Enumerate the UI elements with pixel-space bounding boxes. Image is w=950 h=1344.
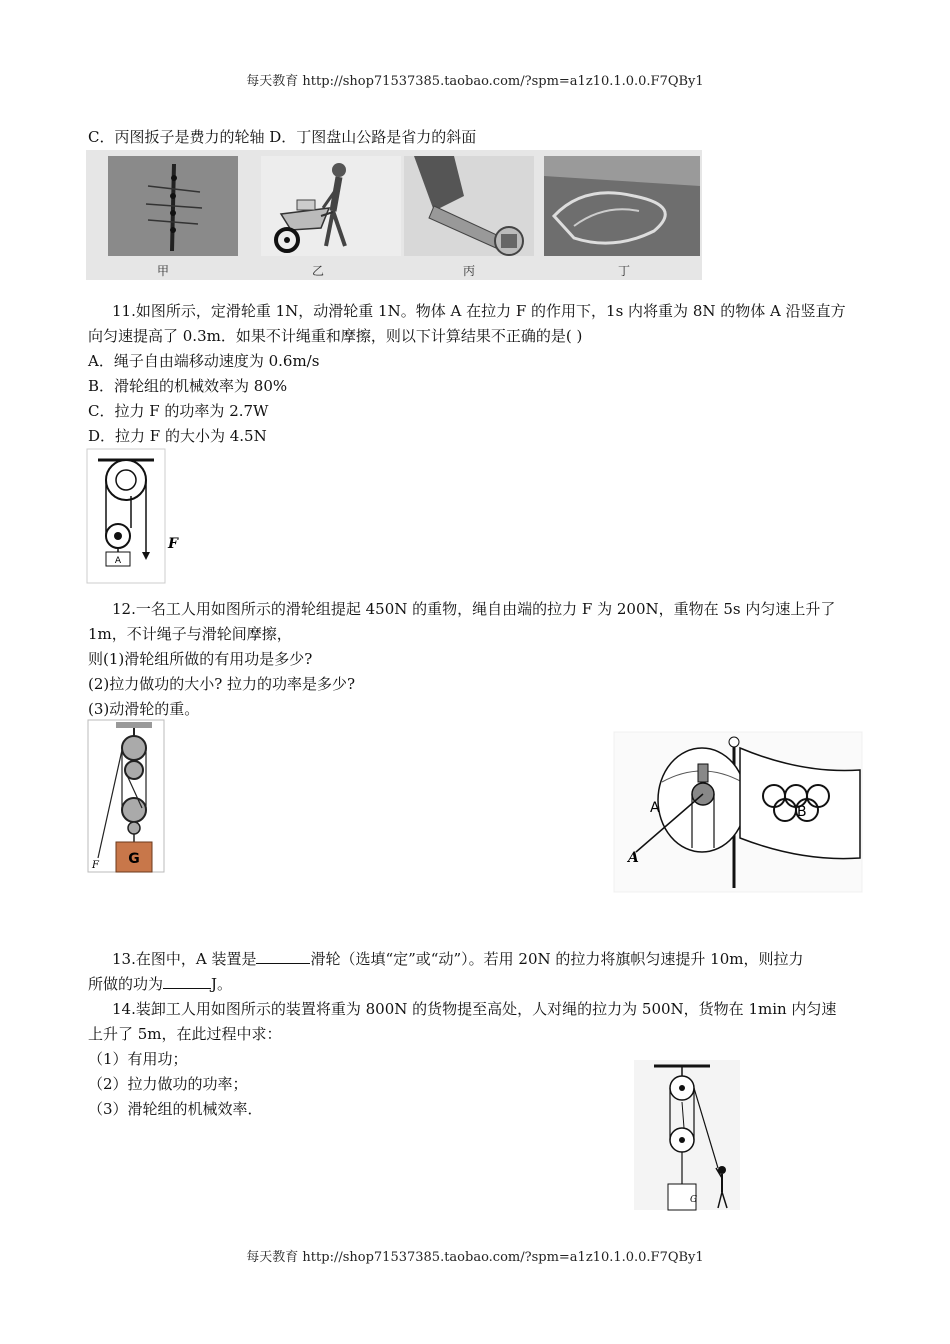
q11-option-b: B．滑轮组的机械效率为 80% [88,377,288,395]
q12-sub3: (3)动滑轮的重。 [88,700,200,718]
photo-label-jia: 甲 [156,264,169,278]
q14-stem-line2: 上升了 5m，在此过程中求： [88,1025,282,1043]
photo-label-bing: 丙 [462,264,475,278]
q13-line2 [88,973,232,995]
q11-stem-line1: 11.如图所示，定滑轮重 1N，动滑轮重 1N。物体 A 在拉力 F 的作用下，1s 内将重为 8N 的物体 A 沿竖直方 [112,302,846,320]
q12-stem-line1: 12.一名工人用如图所示的滑轮组提起 450N 的重物，绳自由端的拉力 F 为 200N，重物在 5s 内匀速上升了 [112,600,836,618]
q14-pulley-figure [632,1058,742,1212]
wheelbarrow-photo [261,156,401,256]
q11-label-f: F [168,536,178,552]
q13-line1-start: 13.在图中，A 装置是 [112,950,257,968]
q14-sub1: （1）有用功； [88,1050,188,1068]
q13-blank-work[interactable] [163,974,211,989]
q11-label-a: A [114,556,122,566]
q12-label-f: F [92,860,99,871]
q10-photo-strip [86,150,702,280]
q12-sub2: (2)拉力做功的大小? 拉力的功率是多少? [88,675,356,693]
q10-option-cd: C．丙图扳子是费力的轮轴 D．丁图盘山公路是省力的斜面 [88,128,477,146]
q11-option-a: A．绳子自由端移动速度为 0.6m/s [88,352,320,370]
page-footer: 每天教育 http://shop71537385.taobao.com/?spm=a1z10.1.0.0.F7QBy1 [246,1250,704,1265]
q12-stem-line2: 1m，不计绳子与滑轮间摩擦， [88,625,292,643]
q11-option-d: D．拉力 F 的大小为 4.5N [88,427,267,445]
wrench-photo [404,156,534,256]
q11-stem-line2: 向匀速提高了 0.3m．如果不计绳重和摩擦，则以下计算结果不正确的是( ) [88,327,583,345]
q13-blank-pulley-type[interactable] [256,949,310,964]
flag-label-a1: A [650,800,660,816]
q14-label-g: G [690,1195,698,1205]
photo-label-yi: 乙 [311,264,324,278]
page-header: 每天教育 http://shop71537385.taobao.com/?spm=a1z10.1.0.0.F7QBy1 [246,74,704,89]
q13-line2-end: J。 [211,975,233,993]
photo-label-ding: 丁 [617,264,630,278]
q12-sub1: 则(1)滑轮组所做的有用功是多少? [88,650,313,668]
flag-label-a2: A [628,850,639,866]
q14-stem-line1: 14.装卸工人用如图所示的装置将重为 800N 的货物提至高处，人对绳的拉力为 500N，货物在 1min 内匀速 [112,1000,837,1018]
q14-sub3: （3）滑轮组的机械效率． [88,1100,263,1118]
q12-pulley-figure [86,718,168,876]
q13-line1-end: 滑轮（选填“定”或“动”）。若用 20N 的拉力将旗帜匀速提升 10m，则拉力 [310,950,804,968]
flag-label-b: B [797,804,807,820]
q12-label-g: G [128,851,140,867]
q11-pulley-figure [86,448,186,588]
rowing-photo [108,156,238,256]
q13-line2-start: 所做的功为 [88,975,164,993]
q11-option-c: C．拉力 F 的功率为 2.7W [88,402,269,420]
mountain-road-photo [544,156,700,256]
flag-pulley-figure [612,730,864,894]
q13-line1 [112,948,803,970]
q14-sub2: （2）拉力做功的功率； [88,1075,248,1093]
